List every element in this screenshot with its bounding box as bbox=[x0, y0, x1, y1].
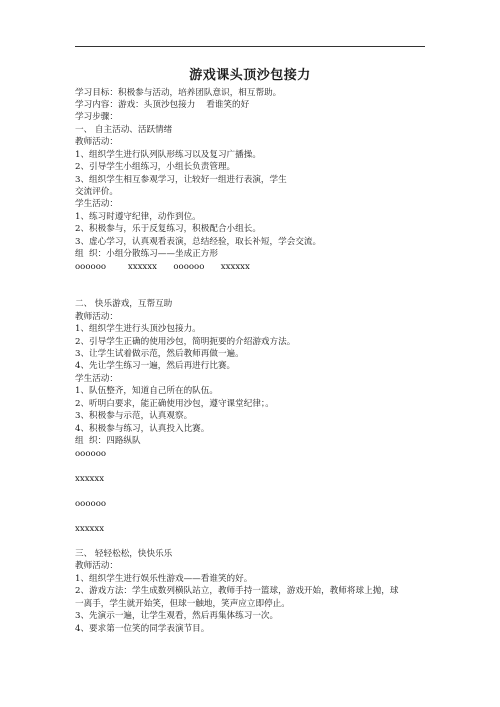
body-line: 2、积极参与，乐于反复练习，积极配合小组长。 bbox=[75, 224, 261, 234]
body-line: oooooo bbox=[75, 449, 107, 459]
body-line: 学生活动： bbox=[75, 374, 118, 384]
body-line: 1、组织学生进行队列队形练习以及复习广播操。 bbox=[75, 150, 261, 160]
body-line: 4、积极参与练习，认真投入比赛。 bbox=[75, 424, 210, 434]
header-rule bbox=[75, 46, 425, 47]
body-line: 学习目标：积极参与活动，培养团队意识，相互帮助。 bbox=[75, 88, 282, 98]
body-line: 1、队伍整齐，知道自己所在的队伍。 bbox=[75, 386, 218, 396]
body-line: oooooo xxxxxx oooooo xxxxxx bbox=[75, 262, 250, 272]
body-line: 3、积极参与示范，认真观察。 bbox=[75, 411, 193, 421]
body-line: 3、让学生试着做示范，然后教师再做一遍。 bbox=[75, 349, 244, 359]
body-line: xxxxxx bbox=[75, 474, 105, 484]
document-title: 游戏课头顶沙包接力 bbox=[189, 68, 311, 83]
body-line: 4、先让学生练习一遍，然后再进行比赛。 bbox=[75, 361, 236, 371]
body-line: 教师活动： bbox=[75, 561, 118, 571]
body-line: 1、练习时遵守纪律，动作到位。 bbox=[75, 212, 201, 222]
body-line: 教师活动： bbox=[75, 137, 118, 147]
body-line: 3、虚心学习，认真观看表演，总结经验，取长补短，学会交流。 bbox=[75, 237, 322, 247]
body-line: 二、 快乐游戏，互帮互助 bbox=[75, 299, 173, 309]
body-line: 2、引导学生小组练习，小组长负责管理。 bbox=[75, 162, 236, 172]
body-line: 学习内容：游戏：头顶沙包接力 看谁笑的好 bbox=[75, 100, 250, 110]
body-line: oooooo bbox=[75, 499, 107, 509]
body-line: xxxxxx bbox=[75, 524, 105, 534]
body-line: 一、 自主活动、活跃情绪 bbox=[75, 125, 173, 135]
body-line: 组 织：四路纵队 bbox=[75, 436, 141, 446]
body-line: 2、引导学生正确的使用沙包，简明扼要的介绍游戏方法。 bbox=[75, 337, 296, 347]
body-line: 组 织：小组分散练习——坐成正方形 bbox=[75, 249, 218, 259]
body-line: 教师活动： bbox=[75, 312, 118, 322]
body-line: 学生活动： bbox=[75, 199, 118, 209]
body-line: 1、组织学生进行娱乐性游戏——看谁笑的好。 bbox=[75, 574, 253, 584]
body-line: 一离手，学生就开始笑，但球一触地，笑声应立即停止。 bbox=[75, 599, 290, 609]
body-line: 三、 轻轻松松，快快乐乐 bbox=[75, 549, 173, 559]
body-line: 3、先演示一遍，让学生观看，然后再集体练习一次。 bbox=[75, 611, 279, 621]
body-line: 交流评价。 bbox=[75, 187, 118, 197]
body-line: 2、游戏方法：学生成数列横队站立，教师手持一篮球，游戏开始，教师将球上抛，球 bbox=[75, 586, 399, 596]
body-line: 3、组织学生相互参观学习，让较好一组进行表演，学生 bbox=[75, 175, 287, 185]
body-line: 1、组织学生进行头顶沙包接力。 bbox=[75, 324, 201, 334]
body-line: 学习步骤： bbox=[75, 112, 118, 122]
body-line: 2、听明白要求，能正确使用沙包，遵守课堂纪律；。 bbox=[75, 399, 274, 409]
body-line: 4、要求第一位笑的同学表演节目。 bbox=[75, 624, 210, 634]
